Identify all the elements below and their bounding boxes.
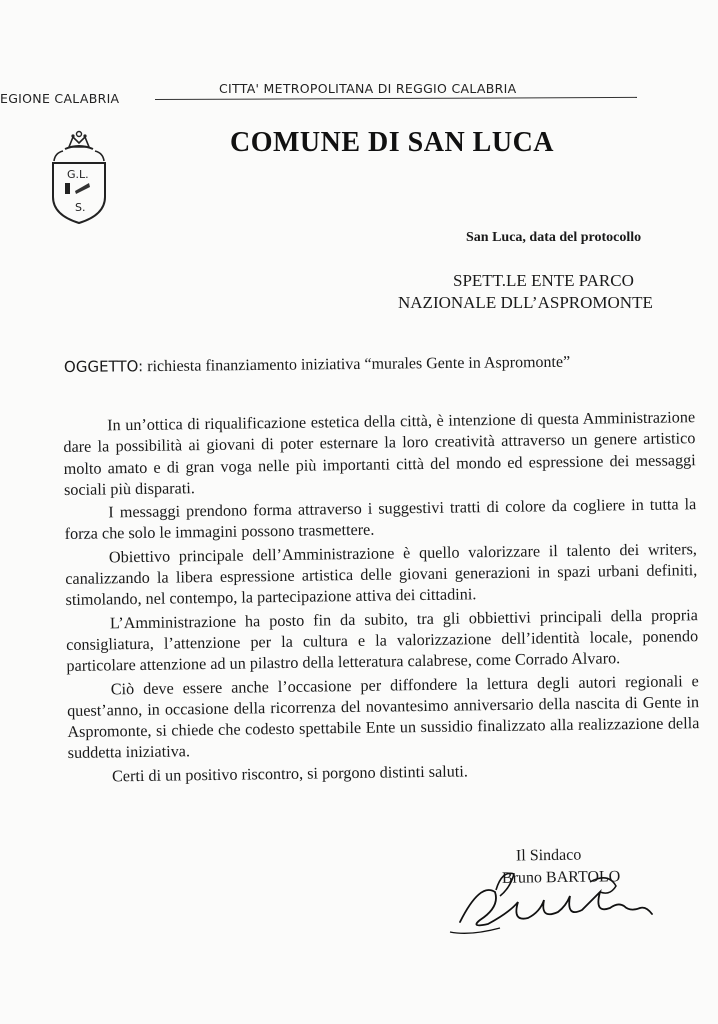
body-paragraph: I messaggi prendono forma attraverso i suggestivi tratti di colore da cogliere in tutta la forza che solo le immagini possono trasmettere. xyxy=(64,495,697,544)
body-paragraph: L’Amministrazione ha posto fin da subito, tra gli obbiettivi principali della propria consigliatura, l’attenzione per la cultura e la valorizzazione dell’identità locale, ponendo particolare attenzione ad un pilastro della letteratura calabrese, come Corrado Alvaro. xyxy=(66,605,699,676)
letter-body xyxy=(63,407,700,788)
crest-text-s: S. xyxy=(75,201,86,214)
subject-text: richiesta finanziamento iniziativa “murales Gente in Aspromonte” xyxy=(147,353,571,376)
subject-line xyxy=(64,353,570,377)
body-paragraph: Certi di un positivo riscontro, si porgono distinti saluti. xyxy=(111,762,468,786)
metropolitan-city-header: CITTA' METROPOLITANA DI REGGIO CALABRIA xyxy=(219,81,517,96)
header-divider xyxy=(155,97,637,100)
body-paragraph: Ciò deve essere anche l’occasione per diffondere la lettura degli autori regionali e quest’anno, in occasione della ricorrenza del novantesimo anniversario della nascita di Gente in Aspromonte, si chiede che codesto spettabile Ente un sussidio finalizzato alla realizzazione della suddetta iniziativa. xyxy=(66,671,700,763)
signer-name: Bruno BARTOLO xyxy=(501,868,621,887)
municipality-title: COMUNE DI SAN LUCA xyxy=(230,127,555,158)
place-and-date: San Luca, data del protocollo xyxy=(466,230,642,245)
crest-text-gl: G.L. xyxy=(67,168,89,181)
recipient-line-1: SPETT.LE ENTE PARCO xyxy=(453,271,634,290)
region-header: EGIONE CALABRIA xyxy=(0,91,120,106)
municipal-crest-icon xyxy=(45,125,113,225)
handwritten-signature xyxy=(440,862,670,942)
body-paragraph: In un’ottica di riqualificazione estetica della città, è intenzione di questa Amministrazione dare la possibilità ai giovani di poter esternare la loro creatività attraverso un genere artistico molto amato e di gran voga nelle più importanti città del mondo ed espressione dei messaggi sociali più disparati. xyxy=(63,408,696,499)
subject-label: OGGETTO: xyxy=(63,357,144,376)
body-paragraph: Obiettivo principale dell’Amministrazione è quello valorizzare il talento dei writers, canalizzando la libera espressione artistica delle giovani generazioni in spazi urbani definiti, stimolando, nel contempo, la partecipazione attiva dei cittadini. xyxy=(65,539,698,610)
signer-role: Il Sindaco xyxy=(515,846,582,865)
recipient-line-2: NAZIONALE DLL’ASPROMONTE xyxy=(398,293,653,312)
